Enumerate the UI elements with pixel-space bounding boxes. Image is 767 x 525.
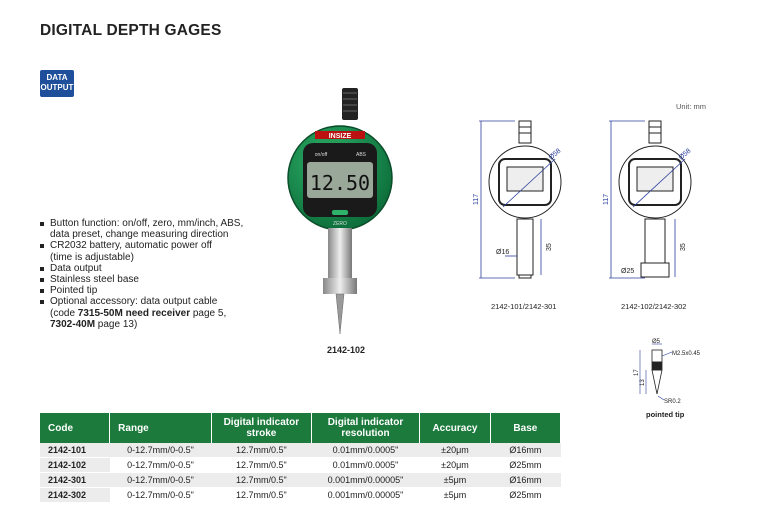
cell-range: 0-12.7mm/0-0.5"	[110, 443, 212, 458]
col-header-range: Range	[110, 413, 212, 443]
feature-item: Pointed tip	[38, 285, 278, 296]
gage-spindle	[328, 228, 352, 278]
tip-radius-dim: SR0.2	[664, 399, 681, 405]
feature-item: Optional accessory: data output cable (code 7315-50M need receiver page 5, 7302-40M page 13)	[38, 296, 278, 330]
badge-line1: DATA	[46, 73, 68, 82]
cell-resolution: 0.01mm/0.0005"	[311, 443, 419, 458]
photo-label: 2142-102	[327, 345, 366, 355]
zero-label: ZERO	[333, 221, 347, 227]
cell-resolution: 0.001mm/0.00005"	[311, 488, 419, 503]
tip-h2-dim: 13	[640, 379, 646, 386]
base-height-dim: 35	[680, 243, 687, 251]
pointed-tip	[336, 294, 344, 334]
cell-accuracy: ±5μm	[420, 488, 491, 503]
zero-button	[332, 210, 348, 215]
col-header-base: Base	[490, 413, 560, 443]
unit-label: Unit: mm	[676, 102, 706, 111]
cell-stroke: 12.7mm/0.5"	[211, 488, 311, 503]
cell-accuracy: ±5μm	[420, 473, 491, 488]
dia-dim: Ø58	[547, 147, 563, 162]
cell-range: 0-12.7mm/0-0.5"	[110, 488, 212, 503]
feature-list	[38, 218, 278, 330]
onoff-label: on/off	[314, 152, 328, 158]
col-header-stroke: Digital indicator stroke	[211, 413, 311, 443]
cell-range: 0-12.7mm/0-0.5"	[110, 473, 212, 488]
cell-stroke: 12.7mm/0.5"	[211, 473, 311, 488]
cell-stroke: 12.7mm/0.5"	[211, 443, 311, 458]
tip-h1-dim: 17	[634, 369, 640, 376]
depth-gage-photo	[285, 88, 395, 340]
base-dia-dim: Ø25	[621, 268, 635, 275]
cell-range: 0-12.7mm/0-0.5"	[110, 458, 212, 473]
drawing-right-caption: 2142-102/2142-302	[621, 302, 687, 311]
height-dim: 117	[603, 193, 610, 205]
cell-base: Ø16mm	[490, 473, 560, 488]
badge-line2: OUTPUT	[40, 83, 74, 92]
cell-code: 2142-302	[40, 488, 110, 503]
cell-stroke: 12.7mm/0.5"	[211, 458, 311, 473]
table-row	[40, 443, 561, 458]
cell-accuracy: ±20μm	[420, 443, 491, 458]
col-header-code: Code	[40, 413, 110, 443]
cell-code: 2142-101	[40, 443, 110, 458]
height-dim: 117	[473, 193, 480, 205]
feature-item: Stainless steel base	[38, 274, 278, 285]
accessory-line2: 7302-40M page 13)	[50, 318, 138, 330]
base-height-dim: 35	[546, 243, 553, 251]
drawing-left-caption: 2142-101/2142-301	[491, 302, 557, 311]
feature-item: CR2032 battery, automatic power off (time is adjustable)	[38, 240, 278, 262]
table-row	[40, 488, 561, 503]
cell-code: 2142-301	[40, 473, 110, 488]
cell-base: Ø25mm	[490, 488, 560, 503]
lcd-reading: 12.50	[309, 171, 371, 195]
col-header-accuracy: Accuracy	[420, 413, 491, 443]
table-row	[40, 473, 561, 488]
feature-item: Button function: on/off, zero, mm/inch, ABS, data preset, change measuring direction	[38, 218, 278, 240]
drawing-2142-102	[605, 115, 705, 300]
accessory-line1: (code 7315-50M need receiver page 5,	[50, 307, 227, 319]
cell-resolution: 0.001mm/0.00005"	[311, 473, 419, 488]
abs-label: ABS	[355, 152, 367, 158]
tip-caption: pointed tip	[646, 410, 685, 419]
cell-base: Ø16mm	[490, 443, 560, 458]
cell-base: Ø25mm	[490, 458, 560, 473]
spec-table	[40, 413, 561, 503]
table-row	[40, 458, 561, 473]
feature-item: Data output	[38, 263, 278, 274]
data-output-badge	[40, 70, 74, 97]
pointed-tip-drawing	[630, 340, 710, 408]
drawing-2142-101	[475, 115, 575, 300]
dia-dim: Ø58	[677, 147, 693, 162]
brand-text: INSIZE	[328, 133, 352, 140]
tip-d-dim: Ø5	[652, 339, 661, 345]
col-header-resolution: Digital indicator resolution	[311, 413, 419, 443]
cell-resolution: 0.01mm/0.0005"	[311, 458, 419, 473]
tip-thread-dim: M2.5x0.45	[672, 351, 701, 357]
gage-base	[323, 278, 357, 294]
base-dia-dim: Ø16	[496, 249, 510, 256]
table-header-row	[40, 413, 561, 443]
cell-accuracy: ±20μm	[420, 458, 491, 473]
cell-code: 2142-102	[40, 458, 110, 473]
page-title: DIGITAL DEPTH GAGES	[40, 22, 222, 39]
